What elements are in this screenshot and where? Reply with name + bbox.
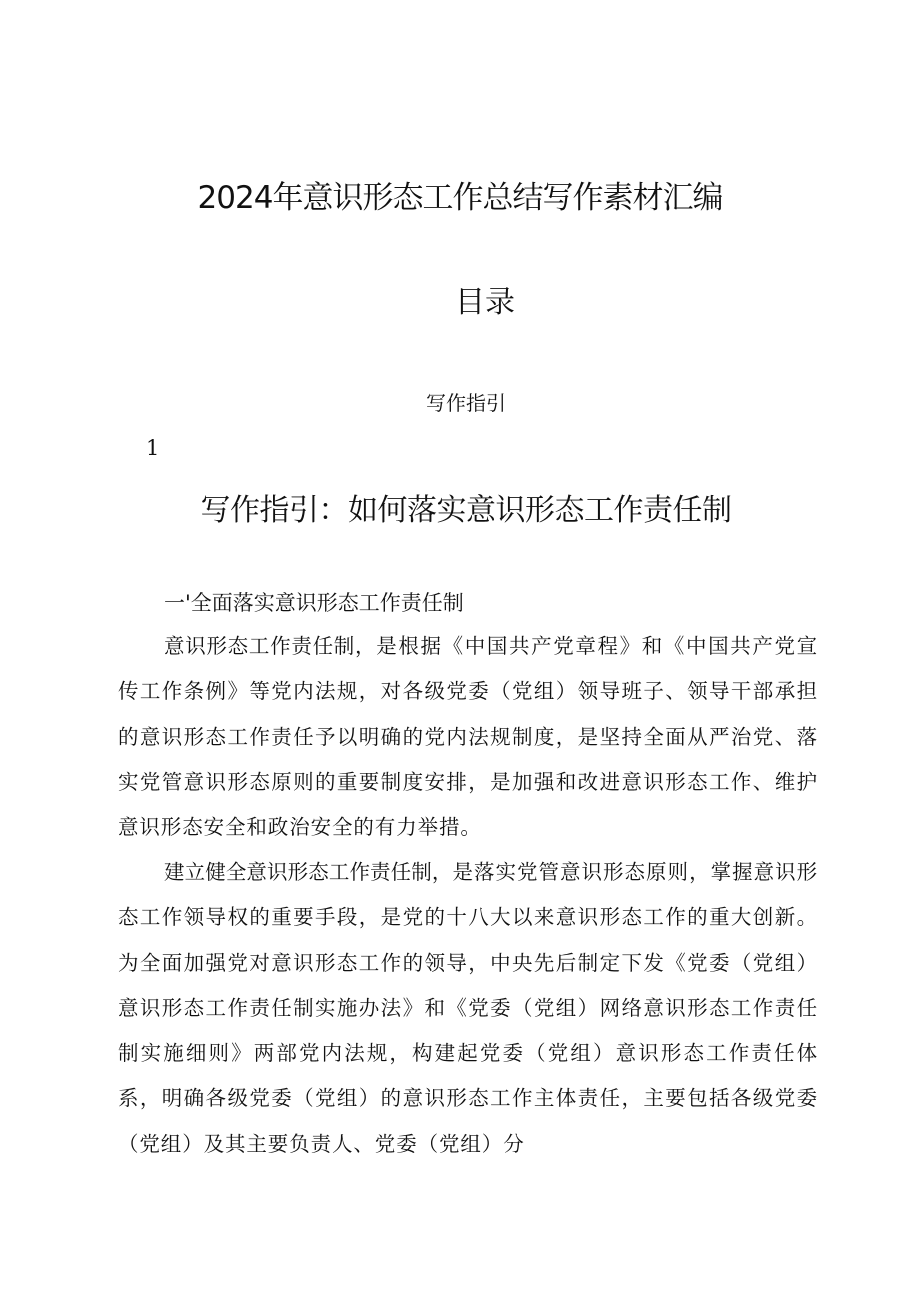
section-subheading: 一'全面落实意识形态工作责任制 <box>164 591 464 615</box>
toc-entry-page-number: 1 <box>146 436 160 460</box>
toc-heading: 目录 <box>455 285 515 320</box>
paragraph-2-body: 是落实党管意识形态原则，掌握意识形态工作领导权的重要手段，是党的十八大以来意识形态工作的重大创新。为全面加强党对意识形态工作的领导，中央先后制定下发《党委（党组）意识形态工作责任制实施办法》和《党委（党组）网络意识形态工作责任制实施细则》两部党内法规，构建起党委（党组）意识形态工作责任体系，明确各级党委（党组）的意识形态工作主体责任，主要包括各级党委（党组）及其主要负责人、党委（党组）分 <box>118 860 818 1156</box>
paragraph-1-lead: 意识形态工作责任制， <box>164 634 377 658</box>
paragraph-1 <box>118 624 818 850</box>
paragraph-2 <box>118 850 818 1167</box>
toc-entry-label[interactable]: 写作指引 <box>426 391 506 415</box>
paragraph-1-body: 是根据《中国共产党章程》和《中国共产党宣传工作条例》等党内法规，对各级党委（党组）领导班子、领导干部承担的意识形态工作责任予以明确的党内法规制度，是坚持全面从严治党、落实党管意识形态原则的重要制度安排，是加强和改进意识形态工作、维护意识形态安全和政治安全的有力举措。 <box>118 634 819 840</box>
paragraph-2-lead: 建立健全意识形态工作责任制， <box>164 860 453 884</box>
section-title: 写作指引：如何落实意识形态工作责任制 <box>200 493 732 528</box>
document-title: 2024年意识形态工作总结写作素材汇编 <box>197 180 723 216</box>
